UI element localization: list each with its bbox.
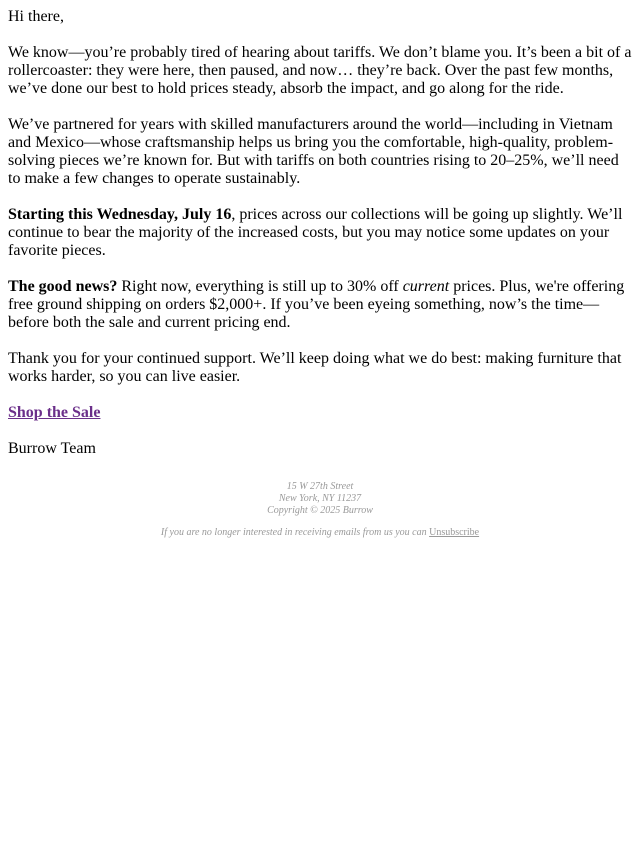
- price-change-text: , prices across our collections will be going up slightly. We’ll continue to bear the majority of the increased costs, but you may notice some updates on your favorite pieces.: [8, 206, 623, 259]
- email-footer: [0, 481, 640, 539]
- good-news-current: current: [402, 278, 450, 295]
- footer-copyright: Copyright © 2025 Burrow: [267, 505, 373, 516]
- unsubscribe-notice: [0, 527, 640, 539]
- paragraph-thank-you: Thank you for your continued support. We’ll keep doing what we do best: making furniture that works harder, so you can live easier.: [8, 350, 622, 385]
- shop-sale-link[interactable]: Shop the Sale: [8, 404, 101, 421]
- greeting: Hi there,: [8, 8, 64, 25]
- cta-container: [8, 404, 632, 422]
- paragraph-manufacturers: We’ve partnered for years with skilled manufacturers around the world—including in Vietnam and Mexico—whose craftsmanship helps us bring you the comfortable, high-quality, problem-solving pieces we’re known for. But with tariffs on both countries rising to 20–25%, we’ll need to make a few changes to operate sustainably.: [8, 116, 619, 187]
- unsubscribe-link[interactable]: Unsubscribe: [429, 527, 480, 538]
- footer-street: 15 W 27th Street: [286, 481, 354, 492]
- paragraph-price-change: [8, 206, 632, 260]
- good-news-text-2: prices. Plus, we're offering free ground shipping on orders $2,000+. If you’ve been eyeing something, now’s the time—before both the sale and current pricing end.: [8, 278, 625, 331]
- unsubscribe-text: If you are no longer interested in receiving emails from us you can: [160, 527, 430, 538]
- good-news-heading: The good news?: [8, 278, 118, 295]
- price-change-date: Starting this Wednesday, July 16: [8, 206, 232, 223]
- footer-city: New York, NY 11237: [278, 493, 362, 504]
- paragraph-good-news: [8, 278, 632, 332]
- signoff: Burrow Team: [8, 440, 96, 457]
- good-news-text-1: Right now, everything is still up to 30% off: [117, 278, 403, 295]
- paragraph-tariffs-intro: We know—you’re probably tired of hearing about tariffs. We don’t blame you. It’s been a bit of a rollercoaster: they were here, then paused, and now… they’re back. Over the past few months, we’ve done our best to hold prices steady, absorb the impact, and go along for the ride.: [8, 44, 632, 97]
